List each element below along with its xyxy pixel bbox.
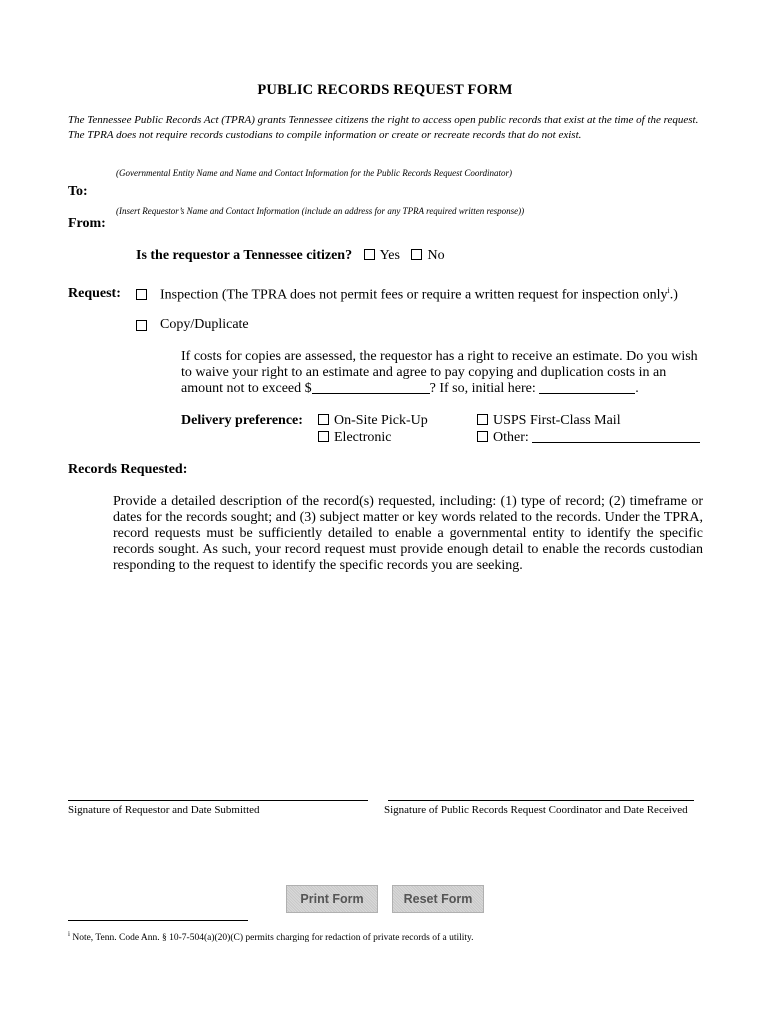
reset-form-button[interactable]: Reset Form bbox=[392, 885, 484, 913]
amount-mid: ? If so, initial here: bbox=[429, 381, 540, 396]
citizen-yes-label: Yes bbox=[379, 248, 400, 263]
other-checkbox[interactable] bbox=[477, 431, 488, 442]
citizen-question: Is the requestor a Tennessee citizen? bbox=[136, 248, 353, 263]
citizen-no-label: No bbox=[427, 248, 445, 263]
to-hint: (Governmental Entity Name and Name and Contact Information for the Public Records Request Coordinator) bbox=[116, 168, 513, 178]
requestor-signature-label: Signature of Requestor and Date Submitted bbox=[68, 804, 260, 816]
records-text-area[interactable] bbox=[113, 590, 703, 790]
to-label: To: bbox=[68, 184, 88, 199]
delivery-usps bbox=[477, 413, 621, 429]
inspection-text-end: .) bbox=[669, 287, 678, 303]
citizen-row bbox=[136, 246, 445, 264]
delivery-electronic bbox=[318, 430, 392, 446]
print-form-button[interactable]: Print Form bbox=[286, 885, 378, 913]
inspection-label bbox=[160, 286, 678, 304]
other-label: Other: bbox=[493, 430, 533, 445]
onsite-checkbox[interactable] bbox=[318, 414, 329, 425]
electronic-checkbox[interactable] bbox=[318, 431, 329, 442]
delivery-other bbox=[477, 430, 700, 446]
citizen-no-checkbox[interactable] bbox=[411, 249, 422, 260]
initials-field[interactable] bbox=[539, 381, 635, 394]
estimate-text: If costs for copies are assessed, the requestor has a right to receive an estimate. Do you wish to waive your right to an estimate and agree to pay copying and duplication costs in an bbox=[181, 349, 698, 380]
coordinator-signature-label: Signature of Public Records Request Coordinator and Date Received bbox=[384, 804, 688, 816]
amount-field[interactable] bbox=[312, 381, 430, 394]
citizen-yes-checkbox[interactable] bbox=[364, 249, 375, 260]
footnote-marker: i bbox=[68, 930, 70, 938]
delivery-onsite bbox=[318, 413, 428, 429]
amount-prefix: amount not to exceed $ bbox=[181, 381, 312, 396]
inspection-checkbox[interactable] bbox=[136, 289, 147, 300]
other-field[interactable] bbox=[532, 430, 700, 443]
records-description: Provide a detailed description of the record(s) requested, including: (1) type of record; (2) timeframe or dates for the records sought; and (3) subject matter or key words related to the records. Under the TPRA, record requests must be sufficiently detailed to enable a governmental entity to identify the specific records sought. As such, your record request must provide enough detail to enable the records custodian responding to the request to identify the specific records you are seeking. bbox=[113, 494, 703, 573]
footnote-text: Note, Tenn. Code Ann. § 10-7-504(a)(20)(C) permits charging for redaction of private records of a utility. bbox=[69, 933, 474, 944]
records-requested-label: Records Requested: bbox=[68, 462, 188, 477]
delivery-label: Delivery preference: bbox=[181, 413, 303, 428]
usps-label: USPS First-Class Mail bbox=[493, 413, 621, 428]
request-label: Request: bbox=[68, 286, 121, 301]
copy-checkbox[interactable] bbox=[136, 320, 147, 331]
estimate-paragraph bbox=[181, 349, 701, 397]
coordinator-signature-line[interactable] bbox=[388, 800, 694, 801]
requestor-signature-line[interactable] bbox=[68, 800, 368, 801]
footnote-divider bbox=[68, 920, 248, 921]
onsite-label: On-Site Pick-Up bbox=[334, 413, 428, 428]
inspection-footnote-ref: i bbox=[667, 286, 670, 295]
form-title: PUBLIC RECORDS REQUEST FORM bbox=[257, 82, 513, 98]
inspection-text: Inspection (The TPRA does not permit fees or require a written request for inspection only bbox=[160, 287, 668, 303]
amount-end: . bbox=[635, 381, 639, 396]
electronic-label: Electronic bbox=[334, 430, 392, 445]
from-hint: (Insert Requestor’s Name and Contact Information (include an address for any TPRA required written response)) bbox=[116, 206, 525, 216]
intro-paragraph: The Tennessee Public Records Act (TPRA) grants Tennessee citizens the right to access open public records that exist at the time of the request. The TPRA does not require records custodians to compile information or create or recreate records that do not exist. bbox=[68, 114, 699, 141]
from-label: From: bbox=[68, 216, 106, 231]
usps-checkbox[interactable] bbox=[477, 414, 488, 425]
copy-label: Copy/Duplicate bbox=[160, 317, 249, 332]
footnote bbox=[68, 930, 474, 943]
